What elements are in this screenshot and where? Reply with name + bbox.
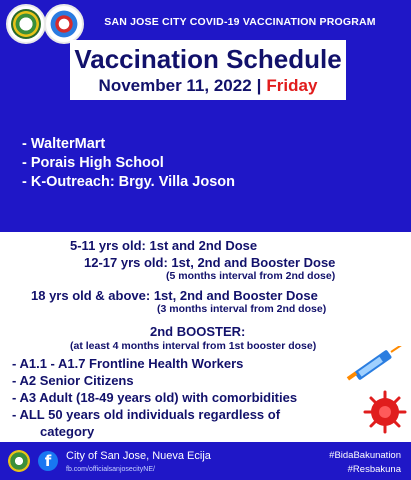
- footer-city-name: City of San Jose, Nueva Ecija: [66, 450, 211, 462]
- page-title: Vaccination Schedule: [74, 44, 342, 74]
- city-health-office-logo: [44, 4, 84, 44]
- schedule-day: Friday: [266, 76, 318, 95]
- facebook-page-link[interactable]: fb.com/officialsanjosecityNE/: [66, 466, 155, 473]
- city-seal-icon: [8, 450, 30, 472]
- eligibility-12-17-note: (5 months interval from 2nd dose): [166, 270, 336, 282]
- venue-item: - K-Outreach: Brgy. Villa Joson: [22, 174, 235, 190]
- booster-group-item: - ALL 50 years old individuals regardless of: [12, 407, 281, 422]
- footer: [0, 442, 411, 480]
- san-jose-city-seal-logo: [6, 4, 46, 44]
- health-office-emblem-icon: [49, 9, 79, 39]
- venue-item: - Porais High School: [22, 155, 164, 171]
- schedule-date: November 11, 2022: [98, 76, 252, 95]
- venue-item: - WalterMart: [22, 136, 106, 152]
- title-box: [70, 40, 346, 100]
- eligibility-18-plus-note: (3 months interval from 2nd dose): [157, 303, 327, 315]
- program-title: SAN JOSE CITY COVID-19 VACCINATION PROGRAM: [104, 16, 376, 28]
- facebook-icon[interactable]: f: [38, 451, 58, 471]
- second-booster-note: (at least 4 months interval from 1st booster dose): [70, 340, 317, 352]
- eligibility-18-plus: 18 yrs old & above: 1st, 2nd and Booster Dose: [31, 288, 318, 303]
- booster-group-item: - A1.1 - A1.7 Frontline Health Workers: [12, 356, 244, 371]
- eligibility-12-17: 12-17 yrs old: 1st, 2nd and Booster Dose: [84, 255, 336, 270]
- syringe-icon: [347, 346, 403, 381]
- schedule-date-row: [70, 76, 346, 96]
- eligibility-5-11: 5-11 yrs old: 1st and 2nd Dose: [70, 238, 258, 253]
- hashtag-resbakuna: #Resbakuna: [347, 464, 401, 475]
- booster-group-item-continued: category: [40, 424, 95, 439]
- date-separator: |: [256, 76, 262, 95]
- second-booster-heading: 2nd BOOSTER:: [150, 324, 246, 339]
- city-seal-emblem-icon: [11, 9, 41, 39]
- hashtag-bidabakunation: #BidaBakunation: [329, 450, 401, 461]
- booster-group-item: - A2 Senior Citizens: [12, 373, 134, 388]
- syringe-virus-illustration: [345, 346, 409, 442]
- venue-list: [22, 135, 235, 192]
- virus-icon: [365, 392, 405, 432]
- booster-group-item: - A3 Adult (18-49 years old) with comorbidities: [12, 390, 298, 405]
